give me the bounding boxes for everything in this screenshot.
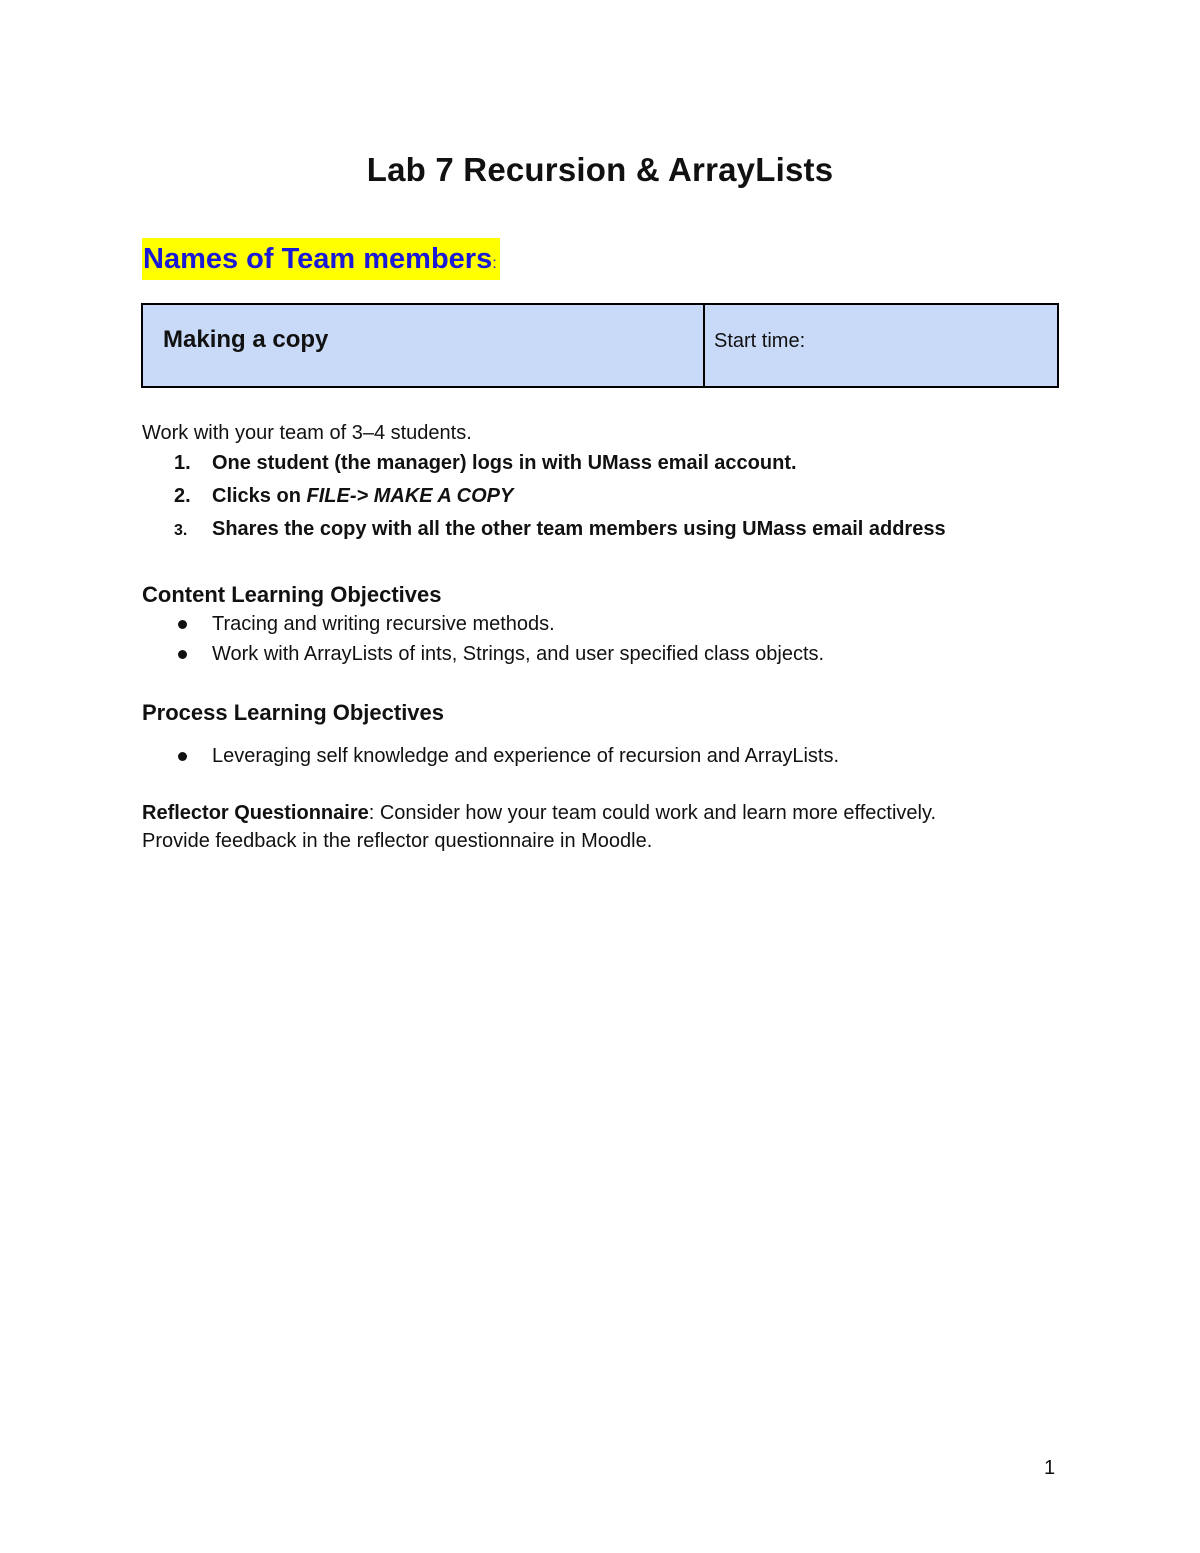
bullet-icon: [178, 752, 187, 761]
step-text-prefix: Clicks on: [212, 485, 307, 507]
reflector-line-2: Provide feedback in the reflector questionnaire in Moodle.: [142, 830, 653, 852]
process-objectives-list: [142, 743, 1102, 773]
content-objectives-heading: Content Learning Objectives: [142, 582, 442, 607]
team-members-heading: [142, 238, 500, 280]
team-instructions-intro: Work with your team of 3–4 students.: [142, 422, 472, 444]
objective-text: Work with ArrayLists of ints, Strings, and user specified class objects.: [212, 643, 825, 665]
reflector-text-1: Consider how your team could work and learn more effectively.: [374, 802, 937, 824]
list-item: [142, 611, 1102, 641]
making-copy-label: Making a copy: [163, 326, 329, 353]
process-objectives-heading: Process Learning Objectives: [142, 700, 445, 725]
start-time-cell: [704, 304, 1058, 387]
team-members-heading-colon: :: [492, 255, 497, 272]
content-objectives-list: [142, 611, 1102, 671]
making-copy-table: [141, 303, 1059, 388]
bullet-icon: [178, 620, 187, 629]
reflector-paragraph: [142, 799, 1102, 855]
step-text-emphasis: FILE-> MAKE A COPY: [306, 485, 514, 507]
step-text: One student (the manager) logs in with UMass email account.: [212, 452, 797, 474]
copy-steps-list: [142, 450, 1102, 549]
reflector-line-1: [142, 799, 1102, 827]
list-item: [142, 743, 1102, 773]
step-number: 3.: [174, 522, 188, 539]
objective-text: Leveraging self knowledge and experience of recursion and ArrayLists.: [212, 745, 840, 767]
start-time-label: Start time:: [714, 330, 806, 352]
making-copy-cell: [142, 304, 704, 387]
reflector-label: Reflector Questionnaire: [142, 802, 369, 824]
team-members-heading-text: Names of Team members: [143, 243, 493, 275]
list-item: [142, 450, 1102, 483]
step-number: 1.: [174, 452, 191, 474]
list-item: [142, 483, 1102, 516]
document-title: Lab 7 Recursion & ArrayLists: [366, 151, 834, 188]
table-row: [142, 304, 1058, 387]
objective-text: Tracing and writing recursive methods.: [212, 613, 555, 635]
reflector-separator: :: [368, 802, 375, 824]
step-text: Shares the copy with all the other team members using UMass email address: [212, 518, 946, 540]
step-number: 2.: [174, 485, 191, 507]
list-item: [142, 516, 1102, 549]
page-number: 1: [1044, 1457, 1056, 1479]
bullet-icon: [178, 650, 187, 659]
list-item: [142, 641, 1102, 671]
